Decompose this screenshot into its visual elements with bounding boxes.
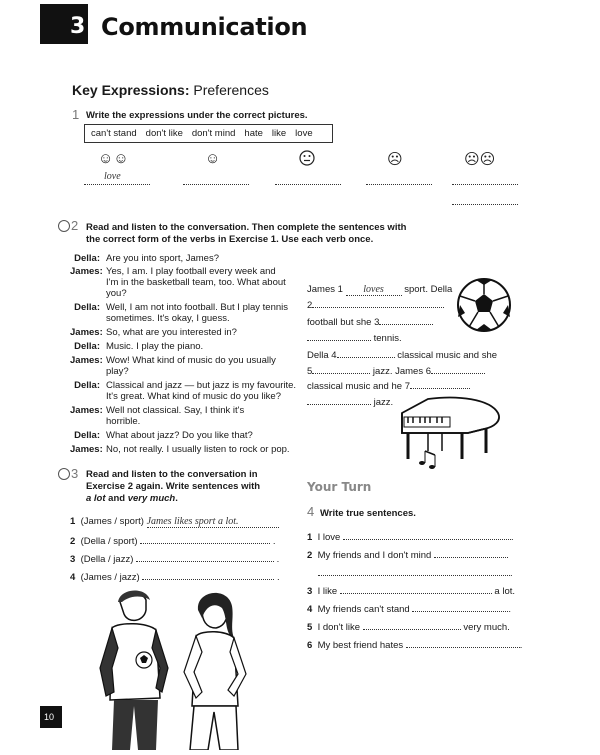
ex1-instruction: Write the expressions under the correct pictures. <box>86 110 308 121</box>
ex1-example-answer: love <box>104 171 121 182</box>
word: love <box>295 128 313 139</box>
ex2-instruction-1: Read and listen to the conversation. Then complete the sentences with <box>86 222 407 233</box>
ex2-sentence-3: football but she 3 <box>307 315 433 328</box>
answer-line[interactable] <box>307 395 371 405</box>
answer-line[interactable] <box>406 638 520 648</box>
ex3-number: 3 <box>71 466 79 481</box>
answer-line[interactable] <box>434 548 508 558</box>
face-happy-icon: ☺ <box>205 150 221 167</box>
answer-line[interactable] <box>346 284 402 296</box>
word: hate <box>244 128 263 139</box>
answer-line[interactable] <box>452 174 518 185</box>
your-turn-item-3: 3 I like a lot. <box>307 586 516 597</box>
ex2-sentence-8: jazz. <box>307 395 393 408</box>
your-turn-item-2-cont: . <box>318 566 513 579</box>
answer-line[interactable] <box>84 174 150 185</box>
ex3-instruction-3: a lot and very much. <box>86 493 178 504</box>
ex3-example-answer: James likes sport a lot. <box>146 516 239 527</box>
answer-line[interactable] <box>142 570 274 580</box>
answer-line[interactable] <box>312 298 444 308</box>
page-number: 10 <box>44 712 55 722</box>
word: can't stand <box>91 128 137 139</box>
answer-line[interactable] <box>412 602 508 612</box>
word: like <box>271 128 287 139</box>
ex2-sentence-2: 2 <box>307 298 444 311</box>
ex2-number: 2 <box>71 218 79 233</box>
your-turn-item-6: 6 My best friend hates . <box>307 640 523 651</box>
ex3-item-1: 1 (James / sport) James likes sport a lot. <box>70 516 279 528</box>
ex3-item-4: 4 (James / jazz) . <box>70 572 280 583</box>
answer-line[interactable] <box>343 530 511 540</box>
face-sad-icon: ☹ <box>387 151 403 168</box>
ex2-sentence-5: Della 4 classical music and she <box>307 350 498 361</box>
your-turn-item-2: 2 My friends and I don't mind <box>307 548 508 561</box>
answer-line[interactable] <box>340 584 492 594</box>
unit-title: Communication <box>101 13 308 41</box>
cd-audio-icon[interactable] <box>58 220 70 232</box>
answer-line[interactable] <box>337 348 395 358</box>
ex2-instruction-2: the correct form of the verbs in Exercise 1. Use each verb once. <box>86 234 374 245</box>
face-very-happy-icon: ☺☺ <box>98 150 129 167</box>
ex4-number: 4 <box>307 504 315 519</box>
answer-line[interactable] <box>431 364 485 374</box>
ex3-item-3: 3 (Della / jazz) . <box>70 554 280 565</box>
answer-line[interactable] <box>183 174 249 185</box>
people-illustration <box>84 588 254 755</box>
answer-line[interactable] <box>140 534 270 544</box>
ex1-word-box <box>84 124 333 143</box>
answer-line[interactable] <box>452 194 518 205</box>
football-illustration <box>456 277 512 338</box>
answer-line[interactable] <box>147 516 279 528</box>
section-title <box>72 82 269 98</box>
ex2-sentence-6: 5 jazz. James 6 <box>307 364 485 377</box>
answer-line[interactable] <box>318 566 510 576</box>
your-turn-item-1: 1 I love . <box>307 532 514 543</box>
answer-line[interactable] <box>312 364 370 374</box>
ex3-instruction-1: Read and listen to the conversation in <box>86 469 258 480</box>
unit-number: 3 <box>70 14 86 39</box>
answer-line[interactable] <box>379 315 433 325</box>
ex2-example-answer: loves <box>363 284 384 295</box>
face-very-sad-icon: ☹☹ <box>464 151 496 168</box>
answer-line[interactable] <box>366 174 432 185</box>
your-turn-item-5: 5 I don't like very much. <box>307 622 510 633</box>
answer-line[interactable] <box>275 174 341 185</box>
answer-line[interactable] <box>307 331 371 341</box>
answer-line[interactable] <box>410 379 470 389</box>
cd-audio-icon[interactable] <box>58 468 70 480</box>
section-title-rest: Preferences <box>189 82 269 98</box>
ex2-sentence-4: tennis. <box>307 331 402 344</box>
word: don't like <box>145 128 183 139</box>
ex4-instruction: Write true sentences. <box>320 508 416 519</box>
piano-illustration <box>398 393 504 478</box>
answer-line[interactable] <box>363 620 461 630</box>
ex1-number: 1 <box>72 107 80 122</box>
ex3-instruction-2: Exercise 2 again. Write sentences with <box>86 481 261 492</box>
face-neutral-icon <box>299 150 315 170</box>
answer-line[interactable] <box>136 552 274 562</box>
section-title-bold: Key Expressions: <box>72 82 190 98</box>
ex2-sentence-7: classical music and he 7 <box>307 379 470 392</box>
your-turn-item-4: 4 My friends can't stand . <box>307 604 511 615</box>
word: don't mind <box>191 128 236 139</box>
your-turn-title: Your Turn <box>307 480 372 494</box>
ex3-item-2: 2 (Della / sport) . <box>70 536 276 547</box>
ex2-sentence-1: James 1 loves sport. Della <box>307 284 453 295</box>
